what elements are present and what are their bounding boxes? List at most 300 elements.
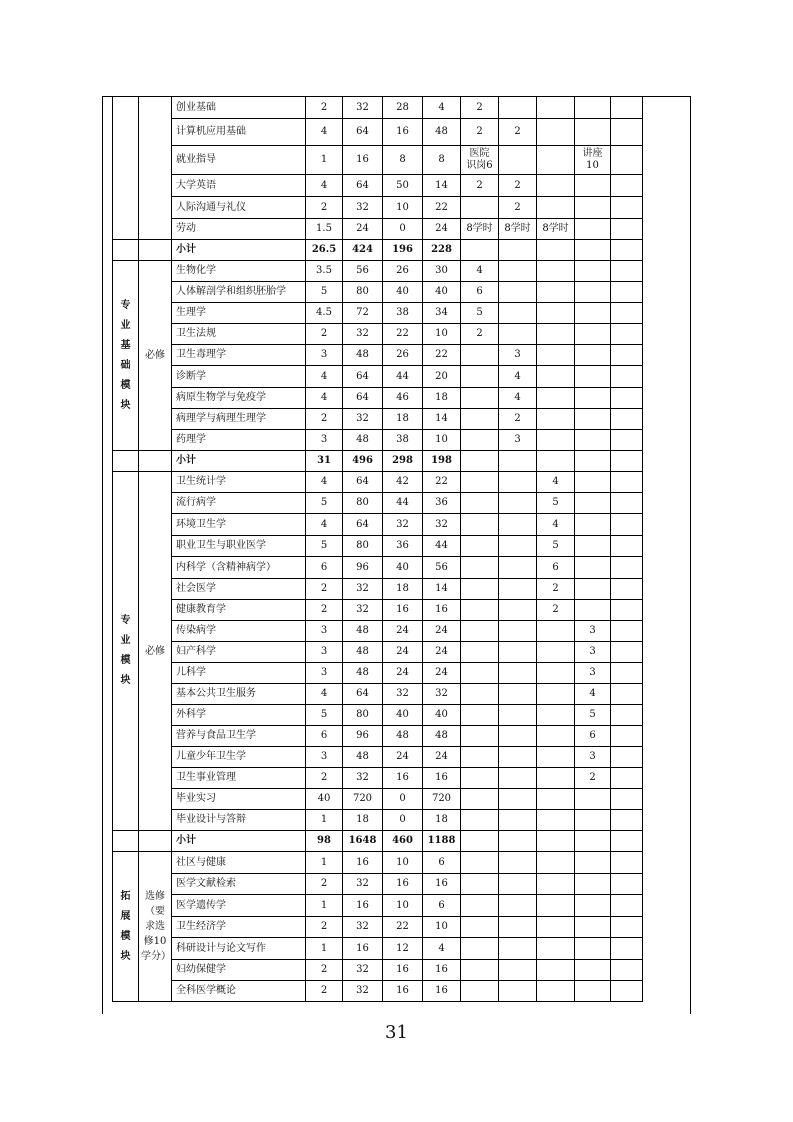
course-value: 1	[306, 895, 343, 917]
empty-cell	[499, 831, 537, 852]
course-value	[499, 981, 537, 1002]
course-value: 4	[306, 472, 343, 493]
course-value: 4	[306, 388, 343, 409]
course-value: 32	[423, 514, 461, 536]
course-type-cell	[139, 240, 172, 261]
remarks-cell	[611, 366, 643, 388]
course-value: 1	[306, 810, 343, 831]
course-value: 16	[343, 852, 383, 874]
course-value: 3.5	[306, 261, 343, 282]
course-value: 4	[461, 261, 499, 282]
course-value: 2	[537, 600, 575, 621]
course-value	[537, 663, 575, 684]
course-value: 8学时	[461, 219, 499, 240]
remarks-cell	[611, 472, 643, 493]
course-name: 劳动	[172, 219, 306, 240]
course-value: 24	[423, 219, 461, 240]
course-type: 必修	[145, 350, 165, 361]
course-value	[575, 303, 611, 324]
course-name: 病理学与病理生理学	[172, 409, 306, 430]
course-value	[461, 345, 499, 366]
course-type: 必修	[145, 645, 165, 657]
module-label: 专业模块	[120, 615, 131, 686]
course-value	[575, 175, 611, 197]
course-value: 4.5	[306, 303, 343, 324]
course-value: 80	[343, 705, 383, 726]
course-value: 40	[423, 282, 461, 303]
course-value	[461, 197, 499, 219]
course-value: 10	[383, 197, 423, 219]
course-value: 22	[423, 197, 461, 219]
course-value: 10	[383, 895, 423, 917]
course-value: 3	[306, 430, 343, 451]
subtotal-value: 298	[383, 451, 423, 472]
course-name: 职业卫生与职业医学	[172, 536, 306, 557]
course-value	[499, 938, 537, 960]
course-name: 环境卫生学	[172, 514, 306, 536]
course-value: 1.5	[306, 219, 343, 240]
subtotal-value: 424	[343, 240, 383, 261]
course-value: 24	[343, 219, 383, 240]
course-name: 计算机应用基础	[172, 119, 306, 146]
course-value: 40	[383, 282, 423, 303]
table-row	[113, 789, 643, 810]
course-value	[575, 536, 611, 557]
course-value: 2	[461, 175, 499, 197]
course-value: 2	[306, 579, 343, 600]
course-name: 内科学（含精神病学）	[172, 557, 306, 579]
course-value: 38	[383, 303, 423, 324]
course-value	[537, 345, 575, 366]
empty-cell	[461, 831, 499, 852]
course-value: 32	[343, 579, 383, 600]
course-value	[499, 642, 537, 663]
course-name: 外科学	[172, 705, 306, 726]
course-value: 6	[306, 726, 343, 747]
course-value: 32	[383, 514, 423, 536]
course-name: 医学遗传学	[172, 895, 306, 917]
table-row	[113, 600, 643, 621]
course-value	[461, 642, 499, 663]
course-value	[499, 621, 537, 642]
course-value	[537, 621, 575, 642]
course-value: 16	[423, 960, 461, 981]
course-value	[575, 960, 611, 981]
remarks-cell	[611, 197, 643, 219]
course-value: 48	[343, 747, 383, 768]
course-value: 3	[499, 345, 537, 366]
course-value	[575, 852, 611, 874]
table-row	[113, 874, 643, 895]
module-label-cell	[113, 451, 139, 472]
course-value	[461, 472, 499, 493]
table-row	[113, 219, 643, 240]
course-value: 32	[343, 917, 383, 938]
remarks-cell	[611, 536, 643, 557]
course-value: 22	[383, 324, 423, 345]
module-label-cell	[113, 97, 139, 240]
table-row	[113, 768, 643, 789]
course-value	[461, 874, 499, 895]
course-value: 6	[306, 557, 343, 579]
remarks-cell	[611, 409, 643, 430]
course-value: 20	[423, 366, 461, 388]
course-value: 2	[575, 768, 611, 789]
course-value	[499, 536, 537, 557]
course-value	[537, 684, 575, 705]
course-value: 4	[306, 119, 343, 146]
course-value	[537, 642, 575, 663]
table-row	[113, 282, 643, 303]
course-name: 全科医学概论	[172, 981, 306, 1002]
course-value	[461, 705, 499, 726]
empty-cell	[461, 240, 499, 261]
course-value: 0	[383, 219, 423, 240]
course-value: 48	[383, 726, 423, 747]
course-value: 8	[383, 146, 423, 175]
course-value: 6	[461, 282, 499, 303]
course-value: 30	[423, 261, 461, 282]
course-value: 16	[383, 960, 423, 981]
course-value: 2	[461, 119, 499, 146]
course-value: 24	[383, 642, 423, 663]
course-value	[537, 938, 575, 960]
table-row	[113, 747, 643, 768]
subtotal-value: 1648	[343, 831, 383, 852]
table-row	[113, 388, 643, 409]
course-value: 56	[423, 557, 461, 579]
course-value	[461, 789, 499, 810]
remarks-cell	[611, 451, 643, 472]
course-value: 4	[306, 684, 343, 705]
course-value: 3	[306, 663, 343, 684]
course-value	[461, 726, 499, 747]
course-value	[575, 557, 611, 579]
course-value: 32	[343, 197, 383, 219]
remarks-cell	[611, 282, 643, 303]
table-row	[113, 493, 643, 514]
course-value: 18	[383, 409, 423, 430]
course-value	[499, 852, 537, 874]
course-value: 4	[575, 684, 611, 705]
course-value	[461, 366, 499, 388]
subtotal-label: 小计	[172, 831, 306, 852]
course-value	[575, 324, 611, 345]
course-type: 选修（要求选修10学分）	[141, 891, 171, 962]
course-value: 24	[423, 663, 461, 684]
course-value: 讲座 10	[575, 146, 611, 175]
empty-cell	[575, 451, 611, 472]
remarks-cell	[611, 642, 643, 663]
course-value: 5	[306, 536, 343, 557]
course-value: 2	[306, 981, 343, 1002]
remarks-cell	[611, 705, 643, 726]
course-value: 10	[383, 852, 423, 874]
course-value	[537, 726, 575, 747]
empty-cell	[537, 831, 575, 852]
course-value: 24	[423, 642, 461, 663]
module-label-cell	[113, 831, 139, 852]
course-value	[575, 388, 611, 409]
course-value: 0	[383, 789, 423, 810]
course-value	[461, 557, 499, 579]
course-value: 720	[423, 789, 461, 810]
course-name: 儿童少年卫生学	[172, 747, 306, 768]
course-type-cell	[139, 472, 172, 831]
course-value: 64	[343, 514, 383, 536]
course-value	[461, 960, 499, 981]
page-number: 31	[385, 1022, 408, 1043]
remarks-cell	[611, 219, 643, 240]
course-value	[499, 917, 537, 938]
course-name: 药理学	[172, 430, 306, 451]
remarks-cell	[611, 119, 643, 146]
course-value	[575, 789, 611, 810]
course-value	[575, 981, 611, 1002]
course-value	[537, 874, 575, 895]
course-value: 6	[423, 895, 461, 917]
remarks-cell	[611, 981, 643, 1002]
course-value	[537, 282, 575, 303]
table-row	[113, 261, 643, 282]
course-value: 24	[423, 621, 461, 642]
remarks-cell	[611, 938, 643, 960]
course-type-cell	[139, 97, 172, 240]
subtotal-value: 98	[306, 831, 343, 852]
course-value	[461, 938, 499, 960]
remarks-cell	[611, 831, 643, 852]
course-value	[537, 97, 575, 119]
course-value: 8学时	[499, 219, 537, 240]
course-value: 16	[383, 768, 423, 789]
course-value: 10	[423, 324, 461, 345]
course-value	[537, 917, 575, 938]
remarks-cell	[611, 747, 643, 768]
course-value: 6	[423, 852, 461, 874]
course-value	[575, 917, 611, 938]
course-value: 16	[383, 981, 423, 1002]
course-value: 18	[423, 810, 461, 831]
course-name: 卫生经济学	[172, 917, 306, 938]
course-value	[499, 874, 537, 895]
table-row	[113, 579, 643, 600]
course-value: 16	[343, 938, 383, 960]
course-value: 2	[306, 874, 343, 895]
table-row	[113, 917, 643, 938]
table-row	[113, 536, 643, 557]
course-value: 4	[537, 472, 575, 493]
remarks-cell	[611, 324, 643, 345]
course-value: 10	[423, 917, 461, 938]
course-value	[499, 472, 537, 493]
course-value: 3	[575, 621, 611, 642]
course-value	[461, 430, 499, 451]
course-value: 4	[537, 514, 575, 536]
course-value: 32	[343, 324, 383, 345]
course-value: 2	[537, 579, 575, 600]
course-value	[537, 810, 575, 831]
empty-cell	[461, 451, 499, 472]
table-row	[113, 981, 643, 1002]
table-row	[113, 197, 643, 219]
course-value: 2	[306, 324, 343, 345]
course-name: 生理学	[172, 303, 306, 324]
course-value: 16	[423, 981, 461, 1002]
course-value: 22	[423, 472, 461, 493]
course-value	[575, 409, 611, 430]
course-value: 6	[537, 557, 575, 579]
course-value: 2	[306, 960, 343, 981]
course-value: 96	[343, 557, 383, 579]
course-value: 14	[423, 409, 461, 430]
course-value: 56	[343, 261, 383, 282]
course-value	[461, 768, 499, 789]
course-value	[575, 874, 611, 895]
course-value: 80	[343, 282, 383, 303]
course-value: 48	[423, 119, 461, 146]
course-value	[537, 895, 575, 917]
course-value: 2	[306, 97, 343, 119]
empty-cell	[499, 240, 537, 261]
course-value	[575, 119, 611, 146]
course-value: 3	[306, 621, 343, 642]
course-value	[537, 981, 575, 1002]
course-value	[537, 303, 575, 324]
remarks-cell	[611, 895, 643, 917]
course-value	[575, 600, 611, 621]
course-value	[575, 895, 611, 917]
subtotal-value: 196	[383, 240, 423, 261]
table-row	[113, 409, 643, 430]
course-value: 50	[383, 175, 423, 197]
course-value	[537, 789, 575, 810]
course-type-cell	[139, 451, 172, 472]
course-value: 4	[423, 938, 461, 960]
course-name: 流行病学	[172, 493, 306, 514]
course-value	[499, 579, 537, 600]
course-name: 卫生法规	[172, 324, 306, 345]
table-row	[113, 557, 643, 579]
course-value: 32	[343, 409, 383, 430]
course-value: 64	[343, 119, 383, 146]
remarks-cell	[611, 514, 643, 536]
course-value	[461, 852, 499, 874]
course-name: 人体解剖学和组织胚胎学	[172, 282, 306, 303]
course-value: 80	[343, 493, 383, 514]
course-value: 32	[343, 600, 383, 621]
course-value: 16	[343, 146, 383, 175]
course-value: 32	[343, 768, 383, 789]
course-value	[575, 472, 611, 493]
course-value	[499, 324, 537, 345]
course-value: 2	[306, 600, 343, 621]
table-row	[113, 663, 643, 684]
course-value: 32	[343, 960, 383, 981]
course-value	[499, 282, 537, 303]
module-label-cell	[113, 240, 139, 261]
course-value: 2	[461, 324, 499, 345]
course-value	[499, 747, 537, 768]
course-value	[575, 579, 611, 600]
course-value	[499, 557, 537, 579]
module-label: 专业基础模块	[120, 299, 131, 411]
course-value	[575, 514, 611, 536]
remarks-cell	[611, 917, 643, 938]
course-name: 病原生物学与免疫学	[172, 388, 306, 409]
table-row	[113, 705, 643, 726]
course-value: 16	[343, 895, 383, 917]
course-value	[461, 600, 499, 621]
course-name: 就业指导	[172, 146, 306, 175]
course-value	[575, 219, 611, 240]
course-name: 毕业实习	[172, 789, 306, 810]
course-value	[461, 409, 499, 430]
empty-cell	[499, 451, 537, 472]
course-value	[575, 282, 611, 303]
course-value: 3	[499, 430, 537, 451]
course-value	[461, 536, 499, 557]
table-row	[113, 345, 643, 366]
course-value: 36	[383, 536, 423, 557]
subtotal-label: 小计	[172, 451, 306, 472]
course-value: 48	[423, 726, 461, 747]
subtotal-value: 198	[423, 451, 461, 472]
course-name: 创业基础	[172, 97, 306, 119]
remarks-cell	[611, 261, 643, 282]
course-value: 42	[383, 472, 423, 493]
course-value: 2	[306, 917, 343, 938]
table-row	[113, 642, 643, 663]
course-name: 传染病学	[172, 621, 306, 642]
remarks-cell	[611, 175, 643, 197]
empty-cell	[575, 831, 611, 852]
course-value	[537, 705, 575, 726]
course-value: 2	[499, 197, 537, 219]
course-value: 0	[383, 810, 423, 831]
course-value: 3	[306, 345, 343, 366]
remarks-cell	[611, 345, 643, 366]
module-label-cell	[113, 261, 139, 451]
course-value	[499, 726, 537, 747]
course-value	[537, 119, 575, 146]
table-row	[113, 303, 643, 324]
course-value: 2	[306, 197, 343, 219]
course-value: 1	[306, 146, 343, 175]
course-name: 毕业设计与答辩	[172, 810, 306, 831]
course-value: 4	[499, 388, 537, 409]
course-value: 16	[383, 600, 423, 621]
course-value: 80	[343, 536, 383, 557]
course-value	[461, 388, 499, 409]
course-value	[499, 663, 537, 684]
subtotal-value: 1188	[423, 831, 461, 852]
subtotal-label: 小计	[172, 240, 306, 261]
course-value: 4	[423, 97, 461, 119]
course-value: 48	[343, 430, 383, 451]
course-value	[575, 366, 611, 388]
course-value: 16	[383, 874, 423, 895]
course-value: 64	[343, 684, 383, 705]
course-value	[575, 938, 611, 960]
course-value: 48	[343, 621, 383, 642]
course-value: 24	[383, 621, 423, 642]
course-value: 32	[343, 874, 383, 895]
course-value	[499, 146, 537, 175]
course-value	[461, 579, 499, 600]
course-value: 5	[537, 536, 575, 557]
course-value: 5	[306, 282, 343, 303]
course-value: 5	[306, 493, 343, 514]
